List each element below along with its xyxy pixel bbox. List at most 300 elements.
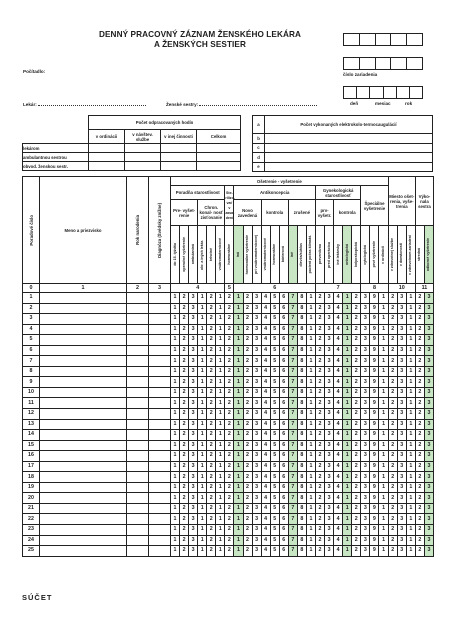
name-cell[interactable] bbox=[40, 314, 127, 325]
code-cell[interactable]: 1 bbox=[234, 535, 243, 546]
code-cell[interactable]: 1 bbox=[234, 345, 243, 356]
code-cell[interactable]: 2 bbox=[207, 461, 216, 472]
code-cell[interactable]: 2 bbox=[415, 324, 424, 335]
code-cell[interactable]: 1 bbox=[379, 314, 388, 325]
code-cell[interactable]: 5 bbox=[270, 546, 279, 557]
code-cell[interactable]: 2 bbox=[207, 345, 216, 356]
code-cell[interactable]: 3 bbox=[397, 409, 406, 420]
code-cell[interactable]: 2 bbox=[316, 377, 325, 388]
code-cell[interactable]: 1 bbox=[216, 440, 225, 451]
code-cell[interactable]: 3 bbox=[361, 314, 370, 325]
code-cell[interactable]: 1 bbox=[234, 514, 243, 525]
code-cell[interactable]: 1 bbox=[343, 335, 352, 346]
code-cell[interactable]: 2 bbox=[415, 451, 424, 462]
code-cell[interactable]: 2 bbox=[388, 377, 397, 388]
code-cell[interactable]: 8 bbox=[297, 482, 306, 493]
code-cell[interactable]: 6 bbox=[279, 324, 288, 335]
code-cell[interactable]: 2 bbox=[207, 366, 216, 377]
code-cell[interactable]: 2 bbox=[243, 514, 252, 525]
name-cell[interactable] bbox=[40, 398, 127, 409]
code-cell[interactable]: 3 bbox=[397, 472, 406, 483]
code-cell[interactable]: 3 bbox=[189, 493, 198, 504]
code-cell[interactable]: 7 bbox=[288, 324, 297, 335]
code-cell[interactable]: 1 bbox=[171, 440, 180, 451]
code-cell[interactable]: 1 bbox=[343, 356, 352, 367]
code-cell[interactable]: 1 bbox=[171, 293, 180, 304]
code-cell[interactable]: 4 bbox=[261, 535, 270, 546]
code-cell[interactable]: 9 bbox=[370, 356, 379, 367]
code-cell[interactable]: 3 bbox=[325, 293, 334, 304]
code-cell[interactable]: 1 bbox=[379, 514, 388, 525]
code-cell[interactable]: 3 bbox=[252, 430, 261, 441]
code-cell[interactable]: 8 bbox=[297, 409, 306, 420]
code-cell[interactable]: 7 bbox=[288, 440, 297, 451]
diagnosis-cell[interactable] bbox=[149, 387, 171, 398]
code-cell[interactable]: 1 bbox=[171, 345, 180, 356]
code-cell[interactable]: 3 bbox=[325, 356, 334, 367]
code-cell[interactable]: 2 bbox=[316, 514, 325, 525]
code-cell[interactable]: 2 bbox=[388, 482, 397, 493]
code-cell[interactable]: 3 bbox=[189, 324, 198, 335]
diagnosis-cell[interactable] bbox=[149, 366, 171, 377]
code-cell[interactable]: 6 bbox=[279, 503, 288, 514]
code-cell[interactable]: 3 bbox=[397, 525, 406, 536]
code-cell[interactable]: 2 bbox=[207, 387, 216, 398]
code-cell[interactable]: 2 bbox=[352, 482, 361, 493]
code-cell[interactable]: 2 bbox=[415, 335, 424, 346]
code-cell[interactable]: 3 bbox=[361, 409, 370, 420]
code-cell[interactable]: 2 bbox=[388, 324, 397, 335]
code-cell[interactable]: 2 bbox=[415, 440, 424, 451]
code-cell[interactable]: 5 bbox=[270, 482, 279, 493]
code-cell[interactable]: 3 bbox=[325, 387, 334, 398]
code-cell[interactable]: 6 bbox=[279, 482, 288, 493]
code-cell[interactable]: 4 bbox=[334, 482, 343, 493]
code-cell[interactable]: 8 bbox=[297, 472, 306, 483]
code-cell[interactable]: 1 bbox=[234, 525, 243, 536]
code-cell[interactable]: 1 bbox=[234, 440, 243, 451]
code-cell[interactable]: 3 bbox=[397, 546, 406, 557]
code-cell[interactable]: 1 bbox=[379, 293, 388, 304]
code-cell[interactable]: 1 bbox=[306, 419, 315, 430]
code-cell[interactable]: 1 bbox=[171, 461, 180, 472]
code-cell[interactable]: 2 bbox=[352, 419, 361, 430]
code-cell[interactable]: 2 bbox=[207, 335, 216, 346]
birth-year-cell[interactable] bbox=[127, 472, 149, 483]
code-cell[interactable]: 3 bbox=[397, 387, 406, 398]
diagnosis-cell[interactable] bbox=[149, 503, 171, 514]
code-cell[interactable]: 3 bbox=[252, 546, 261, 557]
name-cell[interactable] bbox=[40, 335, 127, 346]
code-cell[interactable]: 1 bbox=[216, 293, 225, 304]
code-cell[interactable]: 5 bbox=[270, 440, 279, 451]
code-cell[interactable]: 2 bbox=[352, 472, 361, 483]
code-cell[interactable]: 1 bbox=[198, 293, 207, 304]
diagnosis-cell[interactable] bbox=[149, 461, 171, 472]
diagnosis-cell[interactable] bbox=[149, 377, 171, 388]
hours-cell[interactable] bbox=[197, 153, 241, 162]
code-cell[interactable]: 1 bbox=[171, 535, 180, 546]
code-cell[interactable]: 1 bbox=[234, 493, 243, 504]
code-cell[interactable]: 2 bbox=[415, 345, 424, 356]
code-cell[interactable]: 1 bbox=[216, 472, 225, 483]
code-cell[interactable]: 3 bbox=[325, 482, 334, 493]
code-cell[interactable]: 2 bbox=[180, 303, 189, 314]
birth-year-cell[interactable] bbox=[127, 461, 149, 472]
code-cell[interactable]: 9 bbox=[370, 461, 379, 472]
code-cell[interactable]: 1 bbox=[171, 409, 180, 420]
code-cell[interactable]: 2 bbox=[415, 503, 424, 514]
code-cell[interactable]: 3 bbox=[189, 514, 198, 525]
code-cell[interactable]: 3 bbox=[189, 293, 198, 304]
code-cell[interactable]: 2 bbox=[243, 451, 252, 462]
code-cell[interactable]: 9 bbox=[370, 293, 379, 304]
code-cell[interactable]: 4 bbox=[334, 387, 343, 398]
code-cell[interactable]: 8 bbox=[297, 303, 306, 314]
code-cell[interactable]: 1 bbox=[306, 514, 315, 525]
code-cell[interactable]: 9 bbox=[370, 303, 379, 314]
code-cell[interactable]: 3 bbox=[189, 356, 198, 367]
birth-year-cell[interactable] bbox=[127, 440, 149, 451]
code-cell[interactable]: 8 bbox=[297, 440, 306, 451]
code-cell[interactable]: 4 bbox=[334, 525, 343, 536]
code-cell[interactable]: 1 bbox=[306, 472, 315, 483]
code-cell[interactable]: 1 bbox=[198, 314, 207, 325]
name-cell[interactable] bbox=[40, 493, 127, 504]
code-cell[interactable]: 1 bbox=[306, 546, 315, 557]
code-cell[interactable]: 1 bbox=[198, 303, 207, 314]
code-cell[interactable]: 1 bbox=[216, 377, 225, 388]
code-cell[interactable]: 2 bbox=[207, 293, 216, 304]
code-cell[interactable]: 2 bbox=[415, 409, 424, 420]
code-cell[interactable]: 1 bbox=[198, 461, 207, 472]
name-cell[interactable] bbox=[40, 503, 127, 514]
name-cell[interactable] bbox=[40, 430, 127, 441]
code-cell[interactable]: 2 bbox=[180, 430, 189, 441]
code-cell[interactable]: 2 bbox=[243, 345, 252, 356]
birth-year-cell[interactable] bbox=[127, 419, 149, 430]
code-cell[interactable]: 2 bbox=[225, 451, 234, 462]
code-cell[interactable]: 3 bbox=[325, 366, 334, 377]
birth-year-cell[interactable] bbox=[127, 356, 149, 367]
code-cell[interactable]: 2 bbox=[316, 293, 325, 304]
code-cell[interactable]: 2 bbox=[225, 303, 234, 314]
code-cell[interactable]: 2 bbox=[225, 324, 234, 335]
code-cell[interactable]: 1 bbox=[216, 525, 225, 536]
code-cell[interactable]: 5 bbox=[270, 525, 279, 536]
code-cell[interactable]: 3 bbox=[424, 503, 433, 514]
code-cell[interactable]: 3 bbox=[361, 419, 370, 430]
code-cell[interactable]: 5 bbox=[270, 398, 279, 409]
code-cell[interactable]: 3 bbox=[397, 514, 406, 525]
code-cell[interactable]: 3 bbox=[397, 419, 406, 430]
birth-year-cell[interactable] bbox=[127, 535, 149, 546]
code-cell[interactable]: 2 bbox=[352, 430, 361, 441]
code-cell[interactable]: 3 bbox=[252, 525, 261, 536]
code-cell[interactable]: 6 bbox=[279, 356, 288, 367]
code-cell[interactable]: 2 bbox=[415, 356, 424, 367]
code-cell[interactable]: 1 bbox=[379, 377, 388, 388]
code-cell[interactable]: 5 bbox=[270, 535, 279, 546]
code-cell[interactable]: 2 bbox=[243, 335, 252, 346]
code-cell[interactable]: 3 bbox=[424, 409, 433, 420]
code-cell[interactable]: 3 bbox=[361, 546, 370, 557]
code-cell[interactable]: 8 bbox=[297, 546, 306, 557]
code-cell[interactable]: 8 bbox=[297, 419, 306, 430]
code-cell[interactable]: 1 bbox=[343, 377, 352, 388]
code-cell[interactable]: 2 bbox=[352, 514, 361, 525]
code-cell[interactable]: 1 bbox=[406, 419, 415, 430]
code-cell[interactable]: 2 bbox=[225, 525, 234, 536]
code-cell[interactable]: 1 bbox=[343, 314, 352, 325]
code-cell[interactable]: 2 bbox=[225, 387, 234, 398]
code-cell[interactable]: 2 bbox=[225, 419, 234, 430]
code-cell[interactable]: 2 bbox=[180, 535, 189, 546]
name-cell[interactable] bbox=[40, 387, 127, 398]
name-cell[interactable] bbox=[40, 472, 127, 483]
code-cell[interactable]: 3 bbox=[361, 482, 370, 493]
code-cell[interactable]: 2 bbox=[180, 472, 189, 483]
code-cell[interactable]: 9 bbox=[370, 493, 379, 504]
code-cell[interactable]: 3 bbox=[325, 503, 334, 514]
code-cell[interactable]: 1 bbox=[198, 409, 207, 420]
birth-year-cell[interactable] bbox=[127, 335, 149, 346]
code-cell[interactable]: 1 bbox=[343, 366, 352, 377]
code-cell[interactable]: 3 bbox=[325, 514, 334, 525]
code-cell[interactable]: 6 bbox=[279, 546, 288, 557]
code-cell[interactable]: 6 bbox=[279, 451, 288, 462]
code-cell[interactable]: 6 bbox=[279, 409, 288, 420]
code-cell[interactable]: 1 bbox=[198, 398, 207, 409]
code-cell[interactable]: 3 bbox=[325, 440, 334, 451]
code-cell[interactable]: 2 bbox=[225, 345, 234, 356]
code-cell[interactable]: 3 bbox=[397, 482, 406, 493]
code-cell[interactable]: 1 bbox=[343, 387, 352, 398]
code-cell[interactable]: 3 bbox=[252, 514, 261, 525]
name-cell[interactable] bbox=[40, 377, 127, 388]
code-cell[interactable]: 5 bbox=[270, 409, 279, 420]
code-cell[interactable]: 4 bbox=[334, 546, 343, 557]
code-cell[interactable]: 2 bbox=[316, 430, 325, 441]
code-cell[interactable]: 7 bbox=[288, 514, 297, 525]
diagnosis-cell[interactable] bbox=[149, 356, 171, 367]
code-cell[interactable]: 2 bbox=[225, 398, 234, 409]
code-cell[interactable]: 4 bbox=[334, 314, 343, 325]
code-cell[interactable]: 4 bbox=[261, 451, 270, 462]
code-cell[interactable]: 8 bbox=[297, 493, 306, 504]
code-cell[interactable]: 1 bbox=[379, 461, 388, 472]
code-cell[interactable]: 2 bbox=[180, 377, 189, 388]
code-cell[interactable]: 4 bbox=[334, 409, 343, 420]
code-cell[interactable]: 6 bbox=[279, 514, 288, 525]
code-cell[interactable]: 2 bbox=[243, 546, 252, 557]
code-cell[interactable]: 1 bbox=[234, 482, 243, 493]
code-cell[interactable]: 4 bbox=[334, 514, 343, 525]
code-cell[interactable]: 8 bbox=[297, 461, 306, 472]
code-cell[interactable]: 3 bbox=[325, 335, 334, 346]
code-cell[interactable]: 1 bbox=[306, 493, 315, 504]
code-cell[interactable]: 9 bbox=[370, 419, 379, 430]
code-cell[interactable]: 2 bbox=[316, 314, 325, 325]
birth-year-cell[interactable] bbox=[127, 314, 149, 325]
code-cell[interactable]: 1 bbox=[406, 314, 415, 325]
code-cell[interactable]: 1 bbox=[171, 493, 180, 504]
code-cell[interactable]: 4 bbox=[261, 345, 270, 356]
code-cell[interactable]: 6 bbox=[279, 472, 288, 483]
code-cell[interactable]: 3 bbox=[189, 440, 198, 451]
code-cell[interactable]: 2 bbox=[207, 472, 216, 483]
code-cell[interactable]: 1 bbox=[234, 377, 243, 388]
code-cell[interactable]: 2 bbox=[243, 419, 252, 430]
code-cell[interactable]: 1 bbox=[198, 546, 207, 557]
code-cell[interactable]: 2 bbox=[207, 324, 216, 335]
code-cell[interactable]: 3 bbox=[397, 503, 406, 514]
code-cell[interactable]: 1 bbox=[234, 293, 243, 304]
code-cell[interactable]: 4 bbox=[334, 345, 343, 356]
code-cell[interactable]: 3 bbox=[325, 419, 334, 430]
code-cell[interactable]: 4 bbox=[334, 377, 343, 388]
code-cell[interactable]: 1 bbox=[216, 535, 225, 546]
code-cell[interactable]: 2 bbox=[180, 493, 189, 504]
code-cell[interactable]: 2 bbox=[316, 503, 325, 514]
code-cell[interactable]: 1 bbox=[198, 345, 207, 356]
hours-cell[interactable] bbox=[197, 162, 241, 171]
code-cell[interactable]: 1 bbox=[198, 503, 207, 514]
code-cell[interactable]: 5 bbox=[270, 514, 279, 525]
hours-cell[interactable] bbox=[197, 144, 241, 153]
code-cell[interactable]: 1 bbox=[198, 451, 207, 462]
code-cell[interactable]: 2 bbox=[388, 451, 397, 462]
name-cell[interactable] bbox=[40, 546, 127, 557]
birth-year-cell[interactable] bbox=[127, 409, 149, 420]
code-cell[interactable]: 3 bbox=[325, 525, 334, 536]
code-cell[interactable]: 1 bbox=[171, 314, 180, 325]
diagnosis-cell[interactable] bbox=[149, 345, 171, 356]
birth-year-cell[interactable] bbox=[127, 398, 149, 409]
code-cell[interactable]: 5 bbox=[270, 503, 279, 514]
code-cell[interactable]: 1 bbox=[171, 366, 180, 377]
code-cell[interactable]: 1 bbox=[343, 440, 352, 451]
code-cell[interactable]: 2 bbox=[225, 366, 234, 377]
code-cell[interactable]: 4 bbox=[334, 303, 343, 314]
code-cell[interactable]: 5 bbox=[270, 314, 279, 325]
code-cell[interactable]: 3 bbox=[424, 525, 433, 536]
code-cell[interactable]: 1 bbox=[379, 503, 388, 514]
code-cell[interactable]: 3 bbox=[361, 335, 370, 346]
code-cell[interactable]: 3 bbox=[361, 303, 370, 314]
name-cell[interactable] bbox=[40, 293, 127, 304]
code-cell[interactable]: 3 bbox=[189, 314, 198, 325]
code-cell[interactable]: 7 bbox=[288, 419, 297, 430]
code-cell[interactable]: 3 bbox=[252, 356, 261, 367]
code-cell[interactable]: 9 bbox=[370, 514, 379, 525]
code-cell[interactable]: 2 bbox=[207, 525, 216, 536]
code-cell[interactable]: 9 bbox=[370, 430, 379, 441]
code-cell[interactable]: 9 bbox=[370, 525, 379, 536]
code-cell[interactable]: 6 bbox=[279, 461, 288, 472]
code-cell[interactable]: 3 bbox=[424, 419, 433, 430]
code-cell[interactable]: 1 bbox=[198, 356, 207, 367]
code-cell[interactable]: 1 bbox=[379, 525, 388, 536]
code-cell[interactable]: 2 bbox=[352, 293, 361, 304]
code-cell[interactable]: 6 bbox=[279, 387, 288, 398]
code-cell[interactable]: 7 bbox=[288, 398, 297, 409]
code-cell[interactable]: 1 bbox=[343, 472, 352, 483]
code-cell[interactable]: 2 bbox=[225, 493, 234, 504]
name-cell[interactable] bbox=[40, 514, 127, 525]
code-cell[interactable]: 3 bbox=[252, 482, 261, 493]
code-cell[interactable]: 3 bbox=[397, 377, 406, 388]
code-cell[interactable]: 3 bbox=[252, 303, 261, 314]
code-cell[interactable]: 2 bbox=[225, 356, 234, 367]
birth-year-cell[interactable] bbox=[127, 503, 149, 514]
diagnosis-cell[interactable] bbox=[149, 398, 171, 409]
code-cell[interactable]: 2 bbox=[225, 546, 234, 557]
code-cell[interactable]: 7 bbox=[288, 366, 297, 377]
code-cell[interactable]: 3 bbox=[325, 493, 334, 504]
code-cell[interactable]: 1 bbox=[406, 345, 415, 356]
code-cell[interactable]: 2 bbox=[207, 503, 216, 514]
code-cell[interactable]: 2 bbox=[180, 324, 189, 335]
code-cell[interactable]: 1 bbox=[379, 493, 388, 504]
code-cell[interactable]: 2 bbox=[388, 546, 397, 557]
code-cell[interactable]: 3 bbox=[361, 366, 370, 377]
hours-cell[interactable] bbox=[89, 144, 125, 153]
code-cell[interactable]: 3 bbox=[189, 419, 198, 430]
code-cell[interactable]: 2 bbox=[180, 451, 189, 462]
code-cell[interactable]: 5 bbox=[270, 461, 279, 472]
code-cell[interactable]: 2 bbox=[352, 335, 361, 346]
code-cell[interactable]: 3 bbox=[361, 324, 370, 335]
birth-year-cell[interactable] bbox=[127, 451, 149, 462]
diagnosis-cell[interactable] bbox=[149, 335, 171, 346]
code-cell[interactable]: 1 bbox=[343, 451, 352, 462]
code-cell[interactable]: 6 bbox=[279, 419, 288, 430]
code-cell[interactable]: 3 bbox=[325, 409, 334, 420]
code-cell[interactable]: 6 bbox=[279, 440, 288, 451]
code-cell[interactable]: 2 bbox=[225, 514, 234, 525]
code-cell[interactable]: 1 bbox=[406, 514, 415, 525]
code-cell[interactable]: 2 bbox=[388, 314, 397, 325]
code-cell[interactable]: 7 bbox=[288, 314, 297, 325]
code-cell[interactable]: 3 bbox=[397, 314, 406, 325]
code-cell[interactable]: 4 bbox=[334, 324, 343, 335]
code-cell[interactable]: 1 bbox=[379, 398, 388, 409]
name-cell[interactable] bbox=[40, 482, 127, 493]
code-cell[interactable]: 2 bbox=[415, 493, 424, 504]
code-cell[interactable]: 2 bbox=[207, 493, 216, 504]
code-cell[interactable]: 3 bbox=[325, 472, 334, 483]
diagnosis-cell[interactable] bbox=[149, 430, 171, 441]
code-cell[interactable]: 1 bbox=[198, 335, 207, 346]
code-cell[interactable]: 8 bbox=[297, 430, 306, 441]
code-cell[interactable]: 2 bbox=[225, 377, 234, 388]
code-cell[interactable]: 4 bbox=[261, 514, 270, 525]
date-boxes[interactable] bbox=[343, 86, 423, 99]
code-cell[interactable]: 1 bbox=[406, 324, 415, 335]
code-cell[interactable]: 2 bbox=[352, 525, 361, 536]
code-cell[interactable]: 1 bbox=[198, 387, 207, 398]
code-cell[interactable]: 3 bbox=[424, 514, 433, 525]
code-cell[interactable]: 1 bbox=[406, 356, 415, 367]
code-cell[interactable]: 1 bbox=[216, 335, 225, 346]
code-cell[interactable]: 4 bbox=[261, 356, 270, 367]
code-cell[interactable]: 9 bbox=[370, 366, 379, 377]
code-cell[interactable]: 2 bbox=[316, 535, 325, 546]
code-cell[interactable]: 3 bbox=[361, 345, 370, 356]
code-cell[interactable]: 1 bbox=[343, 503, 352, 514]
code-cell[interactable]: 5 bbox=[270, 366, 279, 377]
